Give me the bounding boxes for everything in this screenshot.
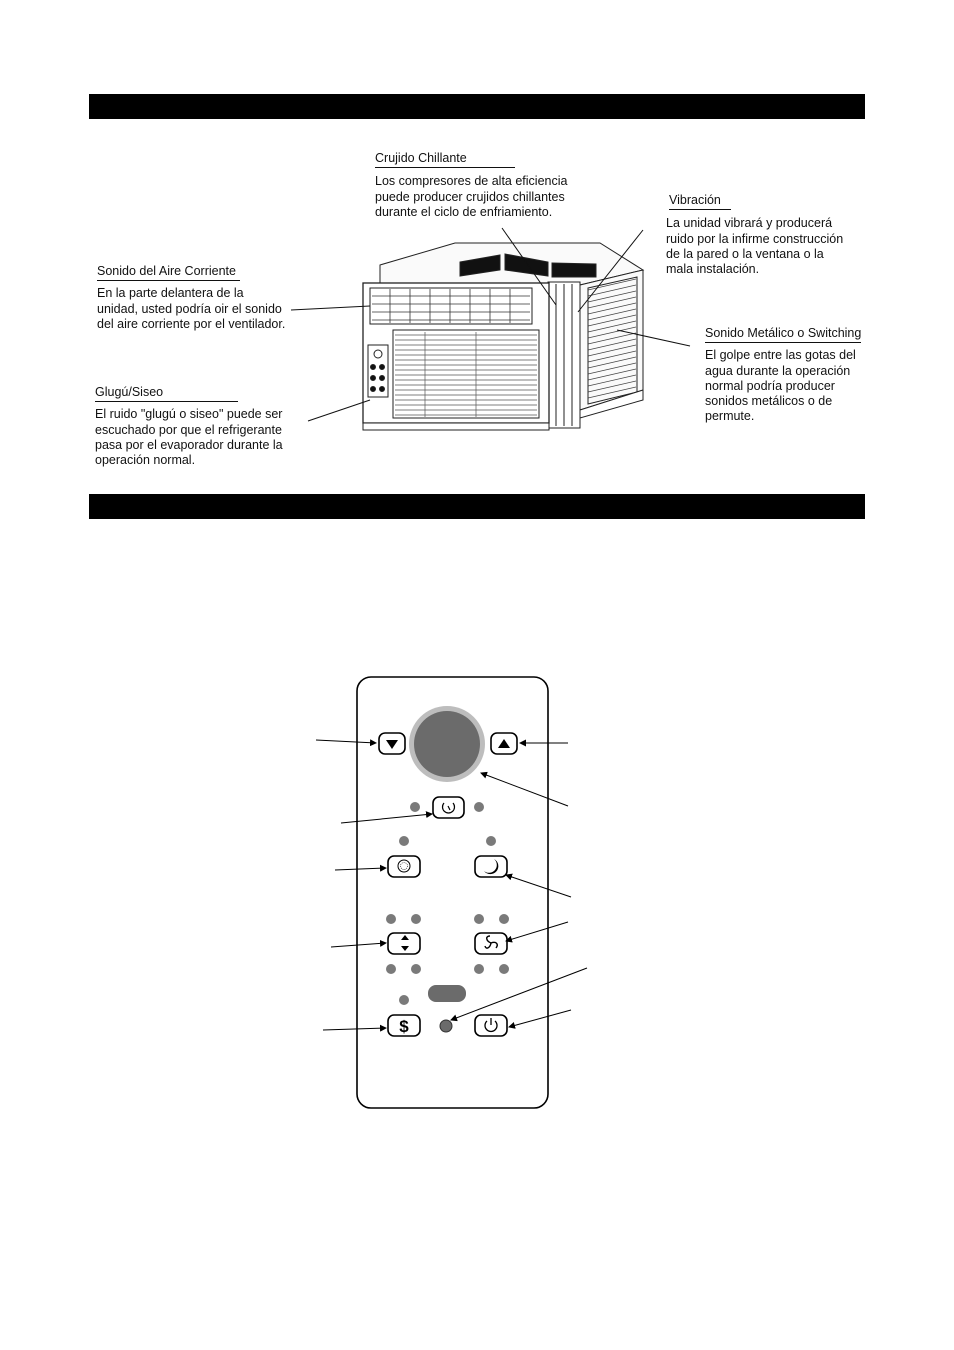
led — [474, 964, 484, 974]
note-glugu-text: El ruido "glugú o siseo" puede ser escuchado por que el refrigerante pasa por el evaporador durante la operación normal. — [95, 407, 283, 468]
led — [411, 914, 421, 924]
note-crujido-text: Los compresores de alta eficiencia puede producer crujidos chillantes durante el ciclo de enfriamiento. — [375, 174, 568, 219]
up-arrow-button[interactable] — [491, 733, 517, 754]
led — [486, 836, 496, 846]
note-metalico-text: El golpe entre las gotas del agua durante la operación normal podría producer sonidos metálicos o de permute. — [705, 348, 856, 424]
note-aire-title: Sonido del Aire Corriente — [97, 264, 240, 281]
note-metalico-title: Sonido Metálico o Switching — [705, 326, 861, 343]
led — [386, 964, 396, 974]
led — [440, 1020, 452, 1032]
note-crujido-title: Crujido Chillante — [375, 151, 515, 168]
led — [386, 914, 396, 924]
led — [411, 964, 421, 974]
note-glugu-title: Glugú/Siseo — [95, 385, 238, 402]
swing-button[interactable] — [388, 933, 420, 954]
note-vibracion-title: Vibración — [669, 193, 731, 210]
down-arrow-button[interactable] — [379, 733, 405, 754]
led — [499, 914, 509, 924]
note-vibracion-text: La unidad vibrará y producerá ruido por la infirme construcción de la pared o la ventana o la mala instalación. — [666, 216, 844, 277]
energy-saver-button[interactable] — [388, 1015, 420, 1036]
led — [474, 914, 484, 924]
mode-button[interactable] — [388, 856, 420, 877]
note-aire-text: En la parte delantera de la unidad, usted podría oir el sonido del aire corriente por el ventilador. — [97, 286, 286, 331]
fan-speed-button[interactable] — [475, 933, 507, 954]
power-button[interactable] — [475, 1015, 507, 1036]
timer-button[interactable] — [433, 797, 464, 818]
led — [410, 802, 420, 812]
dollar-icon: $ — [399, 1017, 409, 1036]
led — [474, 802, 484, 812]
sleep-button[interactable] — [475, 856, 507, 877]
led — [399, 995, 409, 1005]
remote-receiver-window — [428, 985, 466, 1002]
led — [499, 964, 509, 974]
led — [399, 836, 409, 846]
